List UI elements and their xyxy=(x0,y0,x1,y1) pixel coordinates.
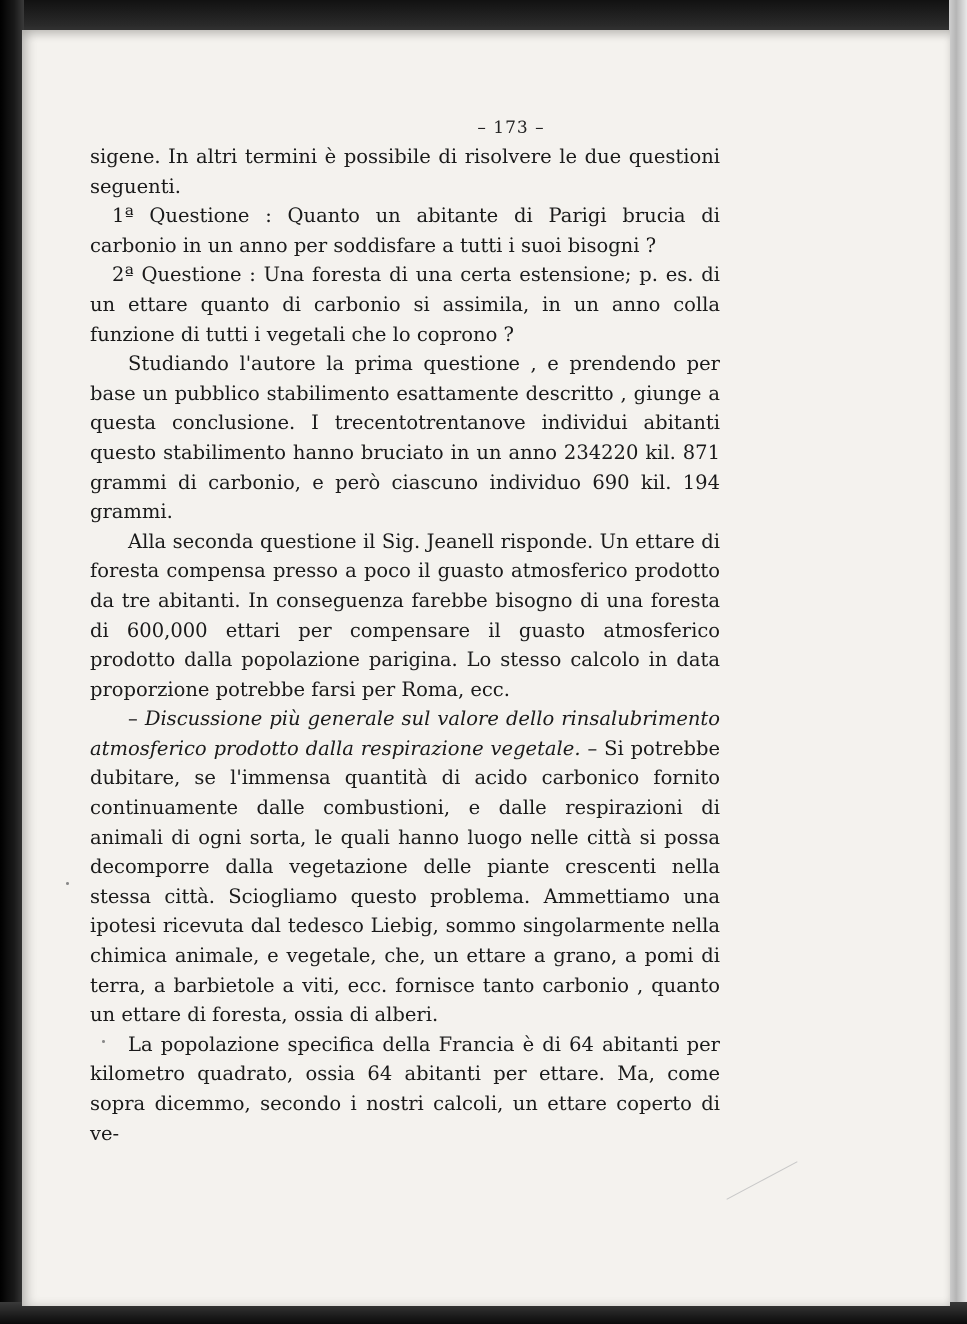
paragraph-closing: La popolazione specifica della Francia è di 64 abitanti per kilometro quadrato, ossia 64 abitanti per ettare. Ma, come sopra dicemmo, secondo i nostri calcoli, un ettare coperto di ve- xyxy=(90,1032,720,1145)
discussion-dash: – xyxy=(128,707,145,731)
discussion-title: Discussione più generale sul valore dello rinsalubrimento atmosferico prodotto dalla respirazione vegetale. xyxy=(90,707,720,760)
question-2: 2ª Questione : Una foresta di una certa estensione; p. es. di un ettare quanto di carbonio si assimila, in un anno colla funzione di tutti i vegetali che lo coprono ? xyxy=(90,263,720,346)
scan-frame-right xyxy=(949,0,967,1324)
paragraph-1: sigene. In altri termini è possibile di risolvere le due questioni seguenti. xyxy=(90,145,720,198)
paper-speck xyxy=(66,882,69,885)
paper-speck xyxy=(102,1040,105,1043)
paragraph-discussion xyxy=(90,704,720,1030)
discussion-text: – Si potrebbe dubitare, se l'immensa quantità di acido carbonico fornito continuamente dalle combustioni, e dalle respirazioni di animali di ogni sorta, le quali hanno luogo nelle città si possa decomporre dalla vegetazione delle piante crescenti nella stessa città. Sciogliamo questo problema. Ammettiamo una ipotesi ricevuta dal tedesco Liebig, sommo singolarmente nella chimica animale, e vegetale, che, un ettare a grano, a pomi di terra, a barbietole a viti, ecc. fornisce tanto carbonio , quanto un ettare di foresta, ossia di alberi. xyxy=(90,736,720,1027)
scan-frame-left xyxy=(0,0,24,1324)
paragraph-study: Studiando l'autore la prima questione , e prendendo per base un pubblico stabilimento esattamente descritto , giunge a questa conclusione. I trecentotrentanove individui abitanti questo stabilimento hanno bruciato in un anno 234220 kil. 871 grammi di carbonio, e però ciascuno individuo 690 kil. 194 grammi. xyxy=(90,352,720,524)
scanned-page xyxy=(22,30,950,1306)
paragraph-answer: Alla seconda questione il Sig. Jeanell risponde. Un ettare di foresta compensa presso a poco il guasto atmosferico prodotto da tre abitanti. In conseguenza farebbe bisogno di una foresta di 600,000 ettari per compensare il guasto atmosferico prodotto dalla popolazione parigina. Lo stesso calcolo in data proporzione potrebbe farsi per Roma, ecc. xyxy=(90,529,720,701)
question-1: 1ª Questione : Quanto un abitante di Parigi brucia di carbonio in un anno per soddisfare a tutti i suoi bisogni ? xyxy=(90,204,720,257)
page-body xyxy=(90,142,720,1148)
paper-scratch xyxy=(726,1161,797,1199)
page-number: – 173 – xyxy=(477,118,545,138)
